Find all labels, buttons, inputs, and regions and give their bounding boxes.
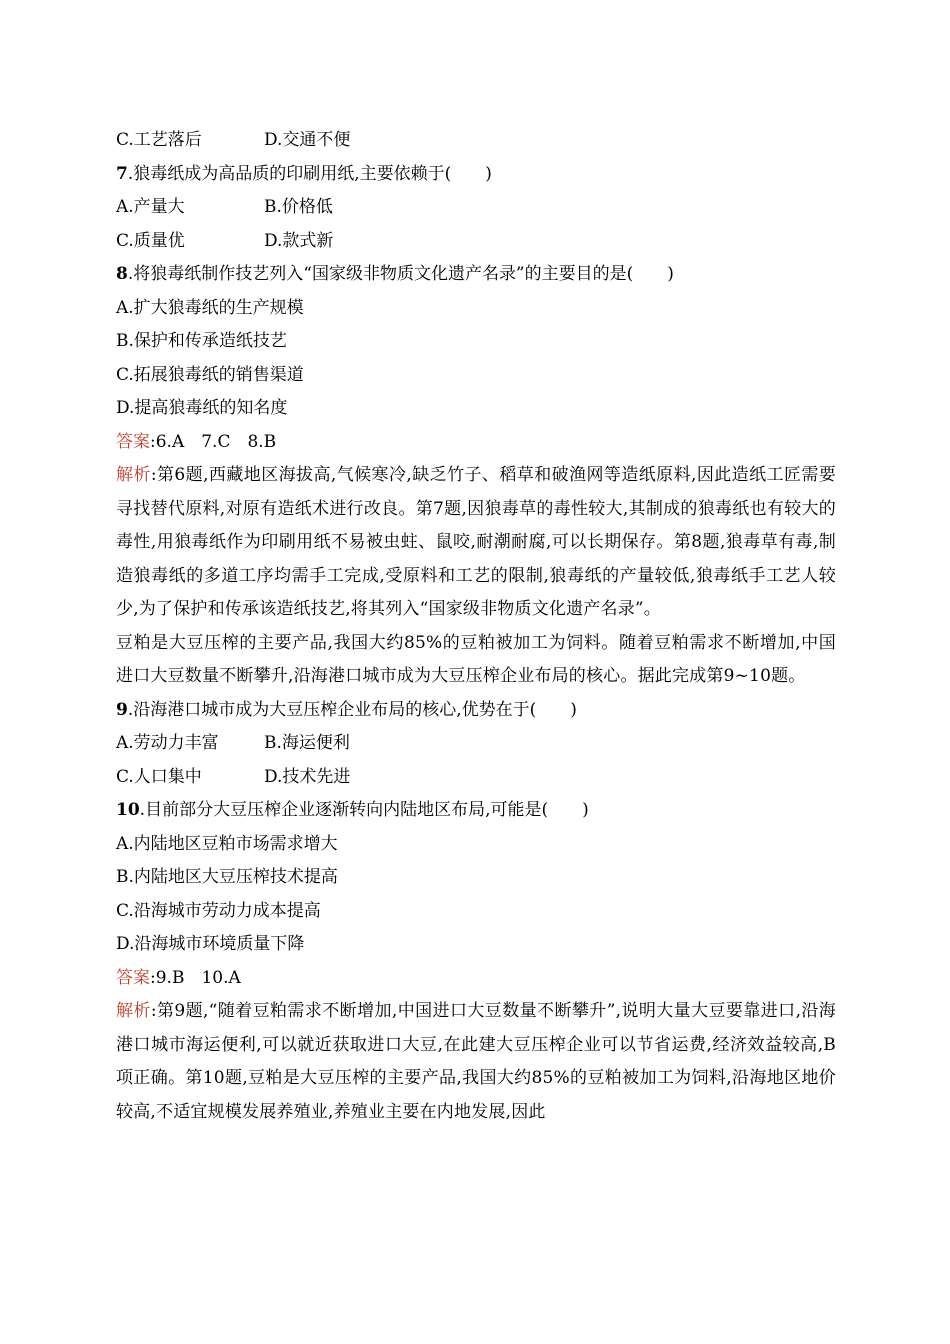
q6-option-c[interactable]: C.工艺落后 [116, 130, 202, 150]
q7-options-cd [116, 225, 836, 259]
q8-option-b[interactable]: B.保护和传承造纸技艺 [116, 331, 287, 351]
q8-number: 8 [116, 264, 128, 284]
q9-option-d[interactable]: D.技术先进 [264, 766, 351, 787]
q7-options-ab [116, 191, 836, 225]
analysis-text: :第9题,“随着豆粕需求不断增加,中国进口大豆数量不断攀升”,说明大量大豆要靠进口,沿海港口城市海运便利,可以就近获取进口大豆,在此建大豆压榨企业可以节省运费,经济效益较高,B项正确。第10题,豆粕是大豆压榨的主要产品,我国大约85%的豆粕被加工为饲料,沿海地区地价较高,不适宜规模发展养殖业,养殖业主要在内地发展,因此 [116, 1001, 837, 1122]
q9-option-c[interactable]: C.人口集中 [116, 766, 202, 787]
answer-block-2 [116, 962, 836, 996]
q9-number: 9 [116, 699, 128, 720]
q10-option-c[interactable]: C.沿海城市劳动力成本提高 [116, 900, 321, 921]
q9-option-b[interactable]: B.海运便利 [264, 733, 350, 753]
q7-number: 7 [116, 163, 128, 184]
q10-stem-text: .目前部分大豆压榨企业逐渐转向内陆地区布局,可能是( ) [139, 800, 589, 820]
q9-options-cd [116, 761, 836, 795]
q7-option-d[interactable]: D.款式新 [264, 230, 334, 251]
q10-option-a[interactable]: A.内陆地区豆粕市场需求增大 [116, 833, 338, 854]
q10-option-d[interactable]: D.沿海城市环境质量下降 [116, 934, 305, 954]
q8-stem-text: .将狼毒纸制作技艺列入“国家级非物质文化遗产名录”的主要目的是( ) [127, 264, 674, 284]
analysis-block-2 [116, 995, 836, 1129]
q6-options-cd [116, 124, 836, 158]
q6-option-d[interactable]: D.交通不便 [264, 130, 351, 150]
q9-options-ab [116, 727, 836, 761]
q9-stem [116, 694, 836, 728]
document-page [116, 124, 836, 1129]
answer-label: 答案 [116, 967, 150, 988]
q10-number: 10 [116, 800, 140, 820]
q10-option-b[interactable]: B.内陆地区大豆压榨技术提高 [116, 867, 338, 887]
analysis-label: 解析 [116, 465, 151, 485]
q7-option-c[interactable]: C.质量优 [116, 230, 185, 251]
q9-stem-text: .沿海港口城市成为大豆压榨企业布局的核心,优势在于( ) [127, 699, 577, 720]
reading-passage-2: 豆粕是大豆压榨的主要产品,我国大约85%的豆粕被加工为饲料。随着豆粕需求不断增加,中国进口大豆数量不断攀升,沿海港口城市成为大豆压榨企业布局的核心。据此完成第9~10题。 [116, 632, 836, 686]
q8-option-c[interactable]: C.拓展狼毒纸的销售渠道 [116, 364, 304, 385]
q7-stem [116, 158, 836, 192]
answer-text: :6.A 7.C 8.B [150, 431, 277, 452]
analysis-text: :第6题,西藏地区海拔高,气候寒冷,缺乏竹子、稻草和破渔网等造纸原料,因此造纸工匠需要寻找替代原料,对原有造纸术进行改良。第7题,因狼毒草的毒性较大,其制成的狼毒纸也有较大的毒性,用狼毒纸作为印刷用纸不易被虫蛀、鼠咬,耐潮耐腐,可以长期保存。第8题,狼毒草有毒,制造狼毒纸的多道工序均需手工完成,受原料和工艺的限制,狼毒纸的产量较低,狼毒纸手工艺人较少,为了保护和传承该造纸技艺,将其列入“国家级非物质文化遗产名录”。 [116, 465, 836, 619]
answer-text: :9.B 10.A [150, 967, 241, 988]
q8-stem [116, 258, 836, 292]
answer-label: 答案 [116, 431, 150, 452]
q8-option-d[interactable]: D.提高狼毒纸的知名度 [116, 398, 288, 418]
analysis-label: 解析 [116, 1001, 151, 1021]
answer-block-1 [116, 426, 836, 460]
q8-option-a[interactable]: A.扩大狼毒纸的生产规模 [116, 297, 304, 318]
q10-stem [116, 794, 836, 828]
q7-stem-text: .狼毒纸成为高品质的印刷用纸,主要依赖于( ) [127, 163, 492, 184]
q7-option-a[interactable]: A.产量大 [116, 197, 185, 217]
analysis-block-1 [116, 459, 836, 627]
q7-option-b[interactable]: B.价格低 [264, 197, 333, 217]
q9-option-a[interactable]: A.劳动力丰富 [116, 733, 219, 753]
